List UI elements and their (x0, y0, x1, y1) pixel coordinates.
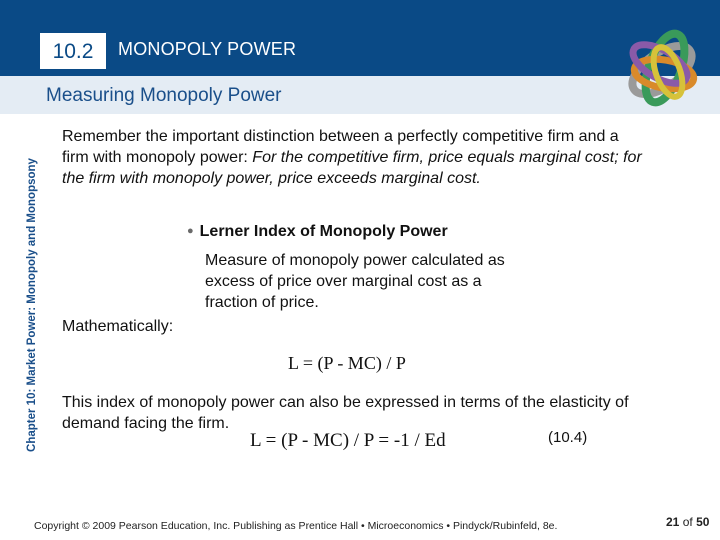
intro-plain-text: Remember the important distinction between a perfectly competitive firm and a firm with monopoly power: (62, 128, 619, 166)
intro-italic-text: For the competitive firm, price equals marginal cost; for the firm with monopoly power, price exceeds marginal cost. (62, 149, 642, 187)
section-number-badge (40, 33, 106, 69)
lerner-definition: Measure of monopoly power calculated as excess of price over marginal cost as a fraction of price. (205, 252, 505, 311)
page-total: 50 (696, 515, 710, 529)
section-number: 10.2 (52, 40, 94, 63)
elasticity-paragraph: This index of monopoly power can also be expressed in terms of the elasticity of demand facing the firm. (62, 394, 629, 432)
equation-lerner-index (288, 348, 438, 378)
chapter-side-label: Chapter 10: Market Power: Monopoly and Monopsony (26, 158, 38, 452)
mathematically-label: Mathematically: (62, 318, 174, 335)
page-of: of (682, 515, 693, 529)
equation-lerner-elasticity (250, 424, 510, 460)
page-number (666, 515, 709, 529)
intro-paragraph (62, 126, 642, 189)
page-current: 21 (666, 515, 680, 529)
copyright-footer: Copyright © 2009 Pearson Education, Inc. Publishing as Prentice Hall • Microeconomics • Pindyck/Rubinfeld, 8e. (34, 520, 558, 532)
slide-subtitle: Measuring Monopoly Power (46, 85, 282, 106)
bullet-dot-icon: ● (187, 225, 194, 237)
bullet-title: Lerner Index of Monopoly Power (199, 223, 448, 240)
equation1-text: L = (P - MC) / P (288, 353, 406, 373)
interlocking-rings-icon (610, 14, 718, 126)
equation2-text: L = (P - MC) / P = -1 / Ed (250, 430, 446, 451)
bullet-lerner-index (187, 223, 448, 241)
section-title: MONOPOLY POWER (118, 39, 297, 59)
equation-number: (10.4) (548, 429, 588, 446)
